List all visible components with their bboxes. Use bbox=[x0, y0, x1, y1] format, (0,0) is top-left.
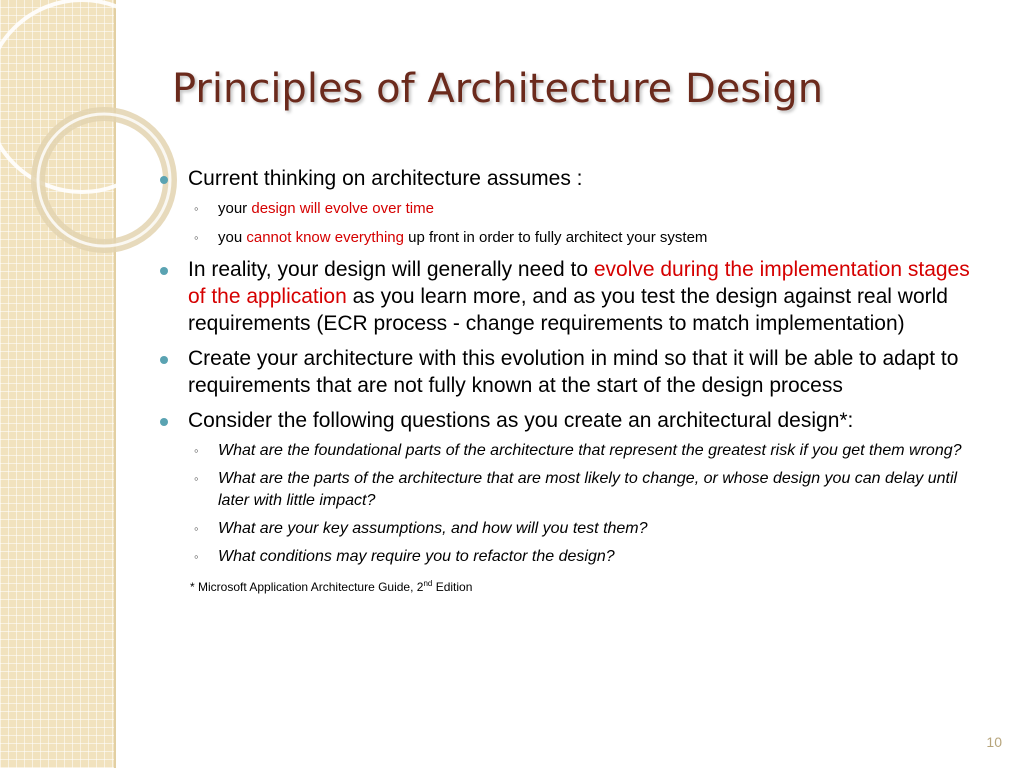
slide-title: Principles of Architecture Design bbox=[172, 66, 824, 112]
small-ring-inner bbox=[38, 114, 170, 246]
large-ring bbox=[0, 0, 178, 192]
question-list bbox=[188, 440, 992, 568]
bullet-dot-icon bbox=[160, 418, 168, 426]
question-item bbox=[188, 546, 992, 568]
bullet-item bbox=[160, 256, 992, 337]
ring-bullet-icon: ◦ bbox=[194, 521, 199, 536]
question-text: What are your key assumptions, and how will you test them? bbox=[218, 520, 648, 537]
sub-text: your bbox=[218, 200, 252, 217]
bullet-item bbox=[160, 407, 992, 568]
bullet-dot-icon bbox=[160, 356, 168, 364]
footnote-superscript: nd bbox=[423, 579, 433, 588]
bullet-text: In reality, your design will generally need to bbox=[188, 258, 594, 281]
question-text: What conditions may require you to refactor the design? bbox=[218, 548, 615, 565]
ring-bullet-icon: ◦ bbox=[194, 230, 199, 245]
question-item bbox=[188, 518, 992, 540]
ring-bullet-icon: ◦ bbox=[194, 549, 199, 564]
bullet-dot-icon bbox=[160, 176, 168, 184]
page-number: 10 bbox=[986, 734, 1002, 750]
question-item bbox=[188, 440, 992, 462]
slide-content bbox=[160, 165, 992, 595]
sub-bullet-item bbox=[188, 198, 992, 219]
bullet-item bbox=[160, 165, 992, 248]
ring-bullet-icon: ◦ bbox=[194, 443, 199, 458]
highlight-text: design will evolve over time bbox=[251, 200, 434, 217]
ring-bullet-icon: ◦ bbox=[194, 471, 199, 486]
bullet-text: Create your architecture with this evolution in mind so that it will be able to adapt to requirements that are not fully known at the start of the design process bbox=[188, 347, 959, 397]
ring-bullet-icon: ◦ bbox=[194, 201, 199, 216]
bullet-text: Consider the following questions as you create an architectural design*: bbox=[188, 409, 854, 432]
highlight-text: evolve during the implementation stages of the application bbox=[188, 258, 970, 308]
bullet-list bbox=[160, 165, 992, 568]
footnote bbox=[160, 576, 992, 595]
question-text: What are the parts of the architecture that are most likely to change, or whose design you can delay until later with little impact? bbox=[218, 470, 958, 509]
sub-bullet-item bbox=[188, 227, 992, 248]
bullet-dot-icon bbox=[160, 267, 168, 275]
bullet-item bbox=[160, 345, 992, 399]
bullet-text: Current thinking on architecture assumes : bbox=[188, 167, 583, 190]
footnote-text: * Microsoft Application Architecture Guide, 2 bbox=[190, 580, 424, 594]
sub-list bbox=[188, 198, 992, 248]
question-text: What are the foundational parts of the architecture that represent the greatest risk if you get them wrong? bbox=[218, 442, 962, 459]
sub-text: up front in order to fully architect your system bbox=[403, 229, 708, 246]
footnote-text: Edition bbox=[432, 580, 473, 594]
highlight-text: cannot know everything bbox=[246, 229, 404, 246]
bullet-text: as you learn more, and as you test the design against real world requirements (ECR process - change requirements to match implementation) bbox=[188, 285, 948, 335]
question-item bbox=[188, 468, 992, 512]
sub-text: you bbox=[218, 229, 247, 246]
